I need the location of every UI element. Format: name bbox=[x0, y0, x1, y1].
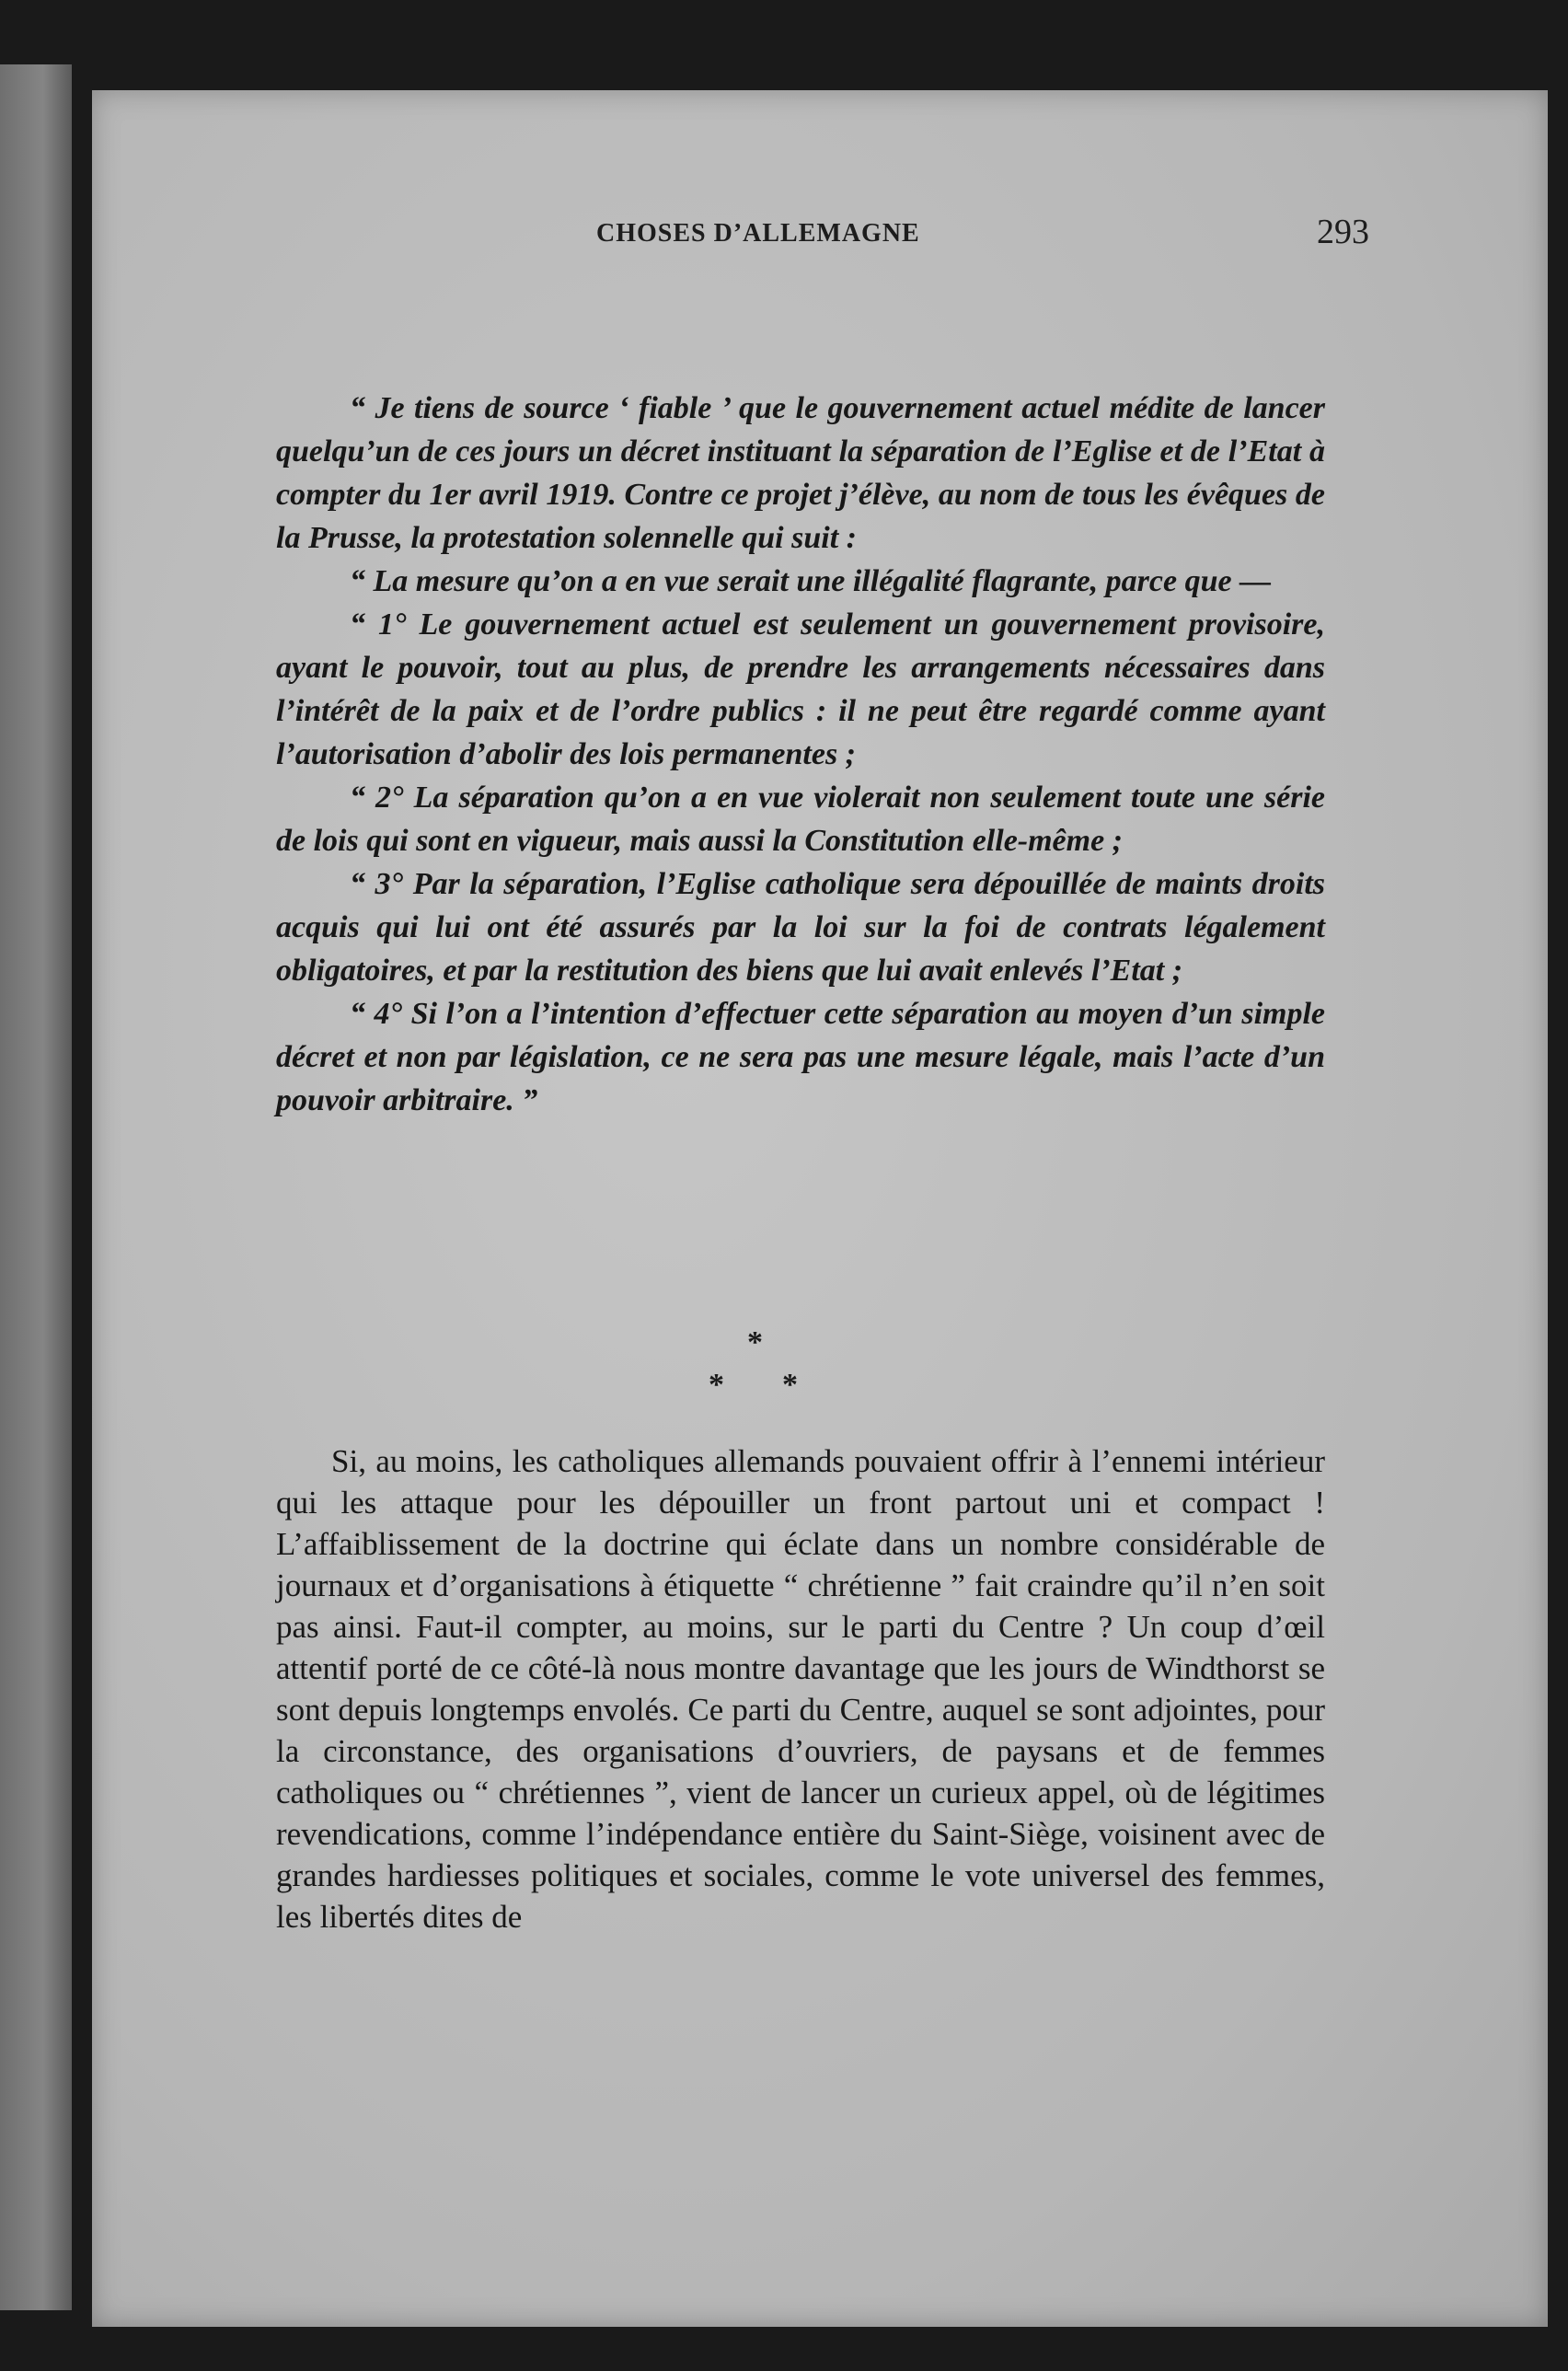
asterisk: * bbox=[782, 1368, 798, 1402]
quote-paragraph: “ Je tiens de source ‘ fiable ’ que le gouvernement actuel médite de lancer quelqu’un de ces jours un décret instituant la séparation de l’Eglise et de l’Etat à compter du 1er avril 1919. Contre ce projet j’élève, au nom de tous les évêques de la Prusse, la protestation solennelle qui suit : bbox=[276, 391, 1325, 555]
quote-paragraph: “ 3° Par la séparation, l’Eglise catholique sera dépouillée de maints droits acquis qui lui ont été assurés par la loi sur la foi de contrats légalement obligatoires, et par la restitution des biens que lui avait enlevés l’Etat ; bbox=[276, 867, 1325, 988]
quote-paragraph: “ 1° Le gouvernement actuel est seulement un gouvernement provisoire, ayant le pouvoir, tout au plus, de prendre les arrangements nécessaires dans l’intérêt de la paix et de l’ordre publics : il ne peut être regardé comme ayant l’autorisation d’abolir des lois permanentes ; bbox=[276, 607, 1325, 771]
quote-paragraph: “ 4° Si l’on a l’intention d’effectuer cette séparation au moyen d’un simple décret et non par législation, ce ne sera pas une mesure légale, mais l’acte d’un pouvoir arbitraire. ” bbox=[276, 997, 1325, 1117]
body-paragraph: Si, au moins, les catholiques allemands pouvaient offrir à l’ennemi intérieur qui les attaque pour les dépouiller un front partout uni et compact ! L’affaiblissement de la doctrine qui éclate dans un nombre considérable de journaux et d’organisations à étiquette “ chrétienne ” fait craindre qu’il n’en soit pas ainsi. Faut-il compter, au moins, sur le parti du Centre ? Un coup d’œil attentif porté de ce côté-là nous montre davantage que les jours de Windthorst se sont depuis longtemps envolés. Ce parti du Centre, auquel se sont adjointes, pour la circonstance, des organisations d’ouvriers, de paysans et de femmes catholiques ou “ chrétiennes ”, vient de lancer un curieux appel, où de légitimes revendications, comme l’indépendance entière du Saint-Siège, voisinent avec de grandes hardiesses politiques et sociales, comme le vote universel des femmes, les libertés dites de bbox=[276, 1443, 1325, 1935]
quoted-protest bbox=[276, 387, 1325, 1122]
section-break-asterism bbox=[709, 1325, 819, 1402]
running-title: CHOSES D’ALLEMAGNE bbox=[596, 219, 920, 248]
page-number: 293 bbox=[1317, 213, 1369, 251]
quote-paragraph: “ La mesure qu’on a en vue serait une illégalité flagrante, parce que — bbox=[350, 564, 1272, 598]
quote-paragraph: “ 2° La séparation qu’on a en vue violerait non seulement toute une série de lois qui sont en vigueur, mais aussi la Constitution elle-même ; bbox=[276, 781, 1325, 858]
running-head bbox=[504, 213, 1369, 265]
asterisk: * bbox=[747, 1325, 763, 1359]
adjacent-page-edge bbox=[0, 64, 72, 2310]
main-text bbox=[276, 1440, 1325, 1937]
asterisk: * bbox=[709, 1368, 724, 1402]
